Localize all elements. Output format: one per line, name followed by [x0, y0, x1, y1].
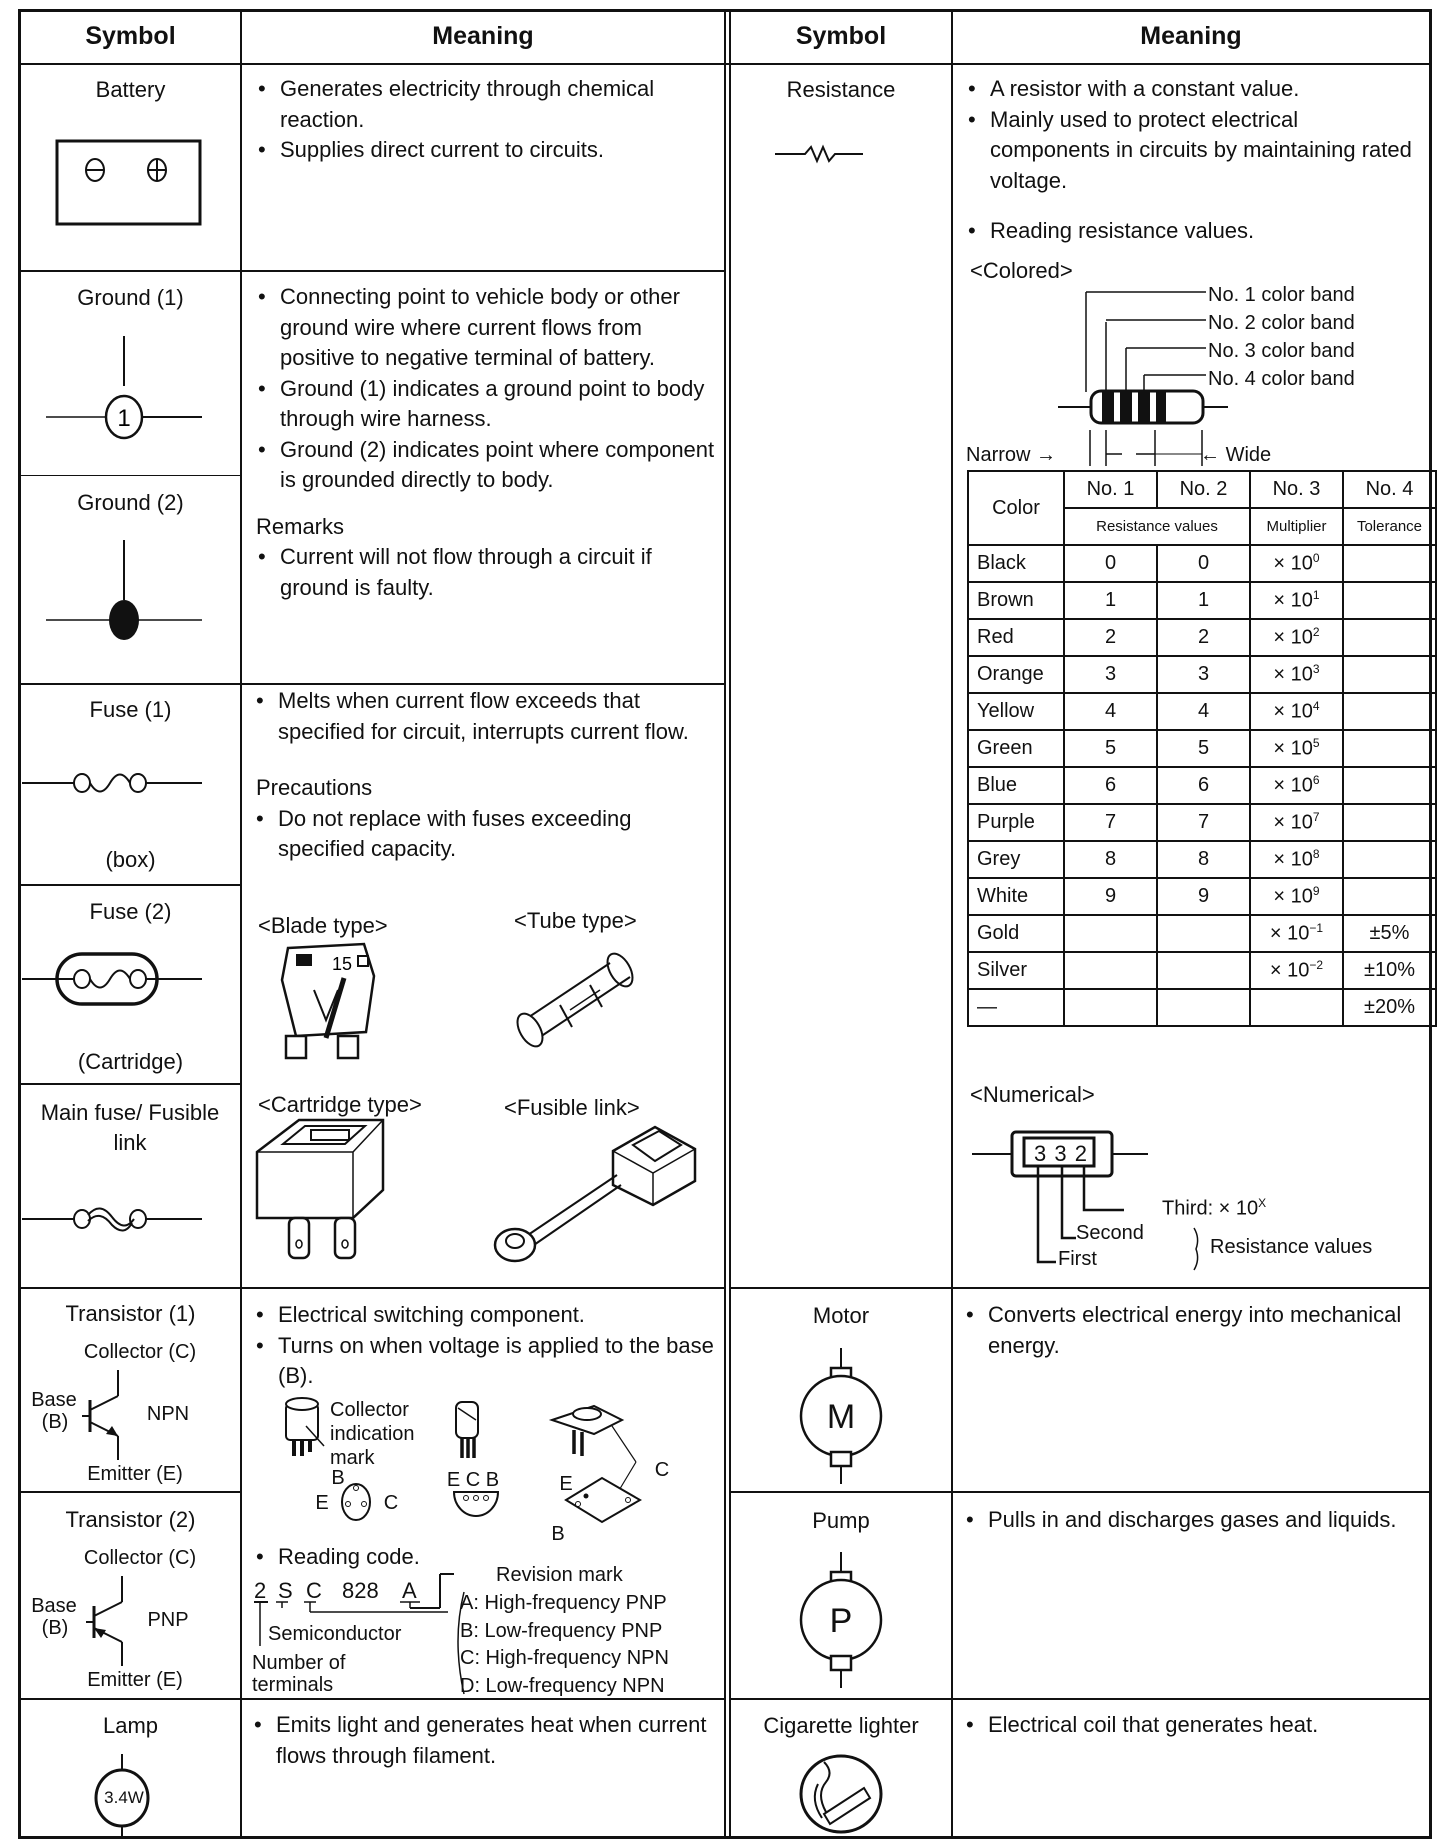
band-4-label: No. 4 color band [1208, 368, 1355, 390]
bullet: • Supplies direct current to circuits. [258, 135, 718, 166]
tube-fuse-icon [510, 945, 640, 1040]
narrow-text: Narrow [966, 444, 1031, 466]
digit-2-cell: 4 [1157, 693, 1250, 730]
pin-b3-label: B [551, 1523, 565, 1545]
digit-2-cell: 2 [1157, 619, 1250, 656]
transistor-2-base-b: (B) [41, 1617, 69, 1639]
color-code-row [968, 915, 1436, 952]
multiplier-base: × 10 [1273, 811, 1313, 834]
multiplier-base: × 10 [1273, 700, 1313, 723]
class-b: B: Low-frequency PNP [460, 1619, 663, 1642]
multiplier-base: × 10 [1273, 848, 1313, 871]
blade-type-label: <Blade type> [258, 913, 388, 938]
bullet: • Ground (1) indicates a ground point to body through wire harness. [258, 374, 718, 435]
pin-b-label: B [331, 1467, 345, 1489]
fuse-2-sublabel: (Cartridge) [77, 1049, 184, 1074]
multiplier-exponent: 9 [1312, 884, 1320, 899]
transistor-2-type: PNP [147, 1609, 189, 1631]
digit-2-cell: 5 [1157, 730, 1250, 767]
band-1-label: No. 1 color band [1208, 284, 1355, 306]
color-name-cell: Green [968, 730, 1064, 767]
multiplier-exponent: 6 [1312, 773, 1320, 788]
svg-text:1: 1 [117, 405, 131, 432]
code-char: S [278, 1578, 293, 1603]
pins-2-label: E C B [446, 1469, 500, 1491]
tolerance-cell [1343, 619, 1436, 656]
multiplier-cell [1250, 804, 1343, 841]
right-col-divider [951, 9, 953, 1839]
transistor-1-base: Base [31, 1389, 77, 1411]
resistance-label: Resistance [786, 77, 896, 102]
digit-2-cell: 3 [1157, 656, 1250, 693]
multiplier-cell [1250, 619, 1343, 656]
transistor-2-emitter: Emitter (E) [87, 1669, 183, 1691]
resistance-values-label: Resistance values [1210, 1236, 1373, 1258]
svg-text:15: 15 [332, 954, 353, 974]
wide-label: ← Wide [1200, 444, 1272, 466]
width-dimension-lines [1080, 430, 1210, 470]
ground-meaning [258, 282, 718, 603]
multiplier-base: × 10 [1273, 626, 1313, 649]
header-meaning-left: Meaning [432, 22, 534, 50]
npn-transistor-icon [82, 1370, 142, 1460]
pump-letter: P [829, 1602, 853, 1640]
ground-2-symbol-icon [46, 540, 206, 650]
digit-1-cell: 5 [1064, 730, 1157, 767]
motor-meaning [966, 1300, 1421, 1361]
color-name-cell: Brown [968, 582, 1064, 619]
bullet: • Generates electricity through chemical reaction. [258, 74, 718, 135]
header-symbol-right: Symbol [795, 22, 887, 50]
multiplier-exponent: 5 [1312, 736, 1320, 751]
tolerance-cell [1343, 545, 1436, 582]
fuse-meaning [256, 686, 718, 865]
fuse-1-sublabel: (box) [105, 847, 156, 872]
color-code-row [968, 767, 1436, 804]
fuse-2-symbol-icon [22, 950, 232, 1010]
pin-c-label: C [383, 1492, 399, 1514]
fusible-link-icon [485, 1125, 715, 1275]
bullet: • Mainly used to protect electrical components in circuits by maintaining rated voltage. [968, 105, 1423, 197]
bullet: • Converts electrical energy into mechanical energy. [966, 1300, 1421, 1361]
row-divider [729, 1491, 1432, 1493]
digit-1-cell: 1 [1064, 582, 1157, 619]
color-code-row [968, 804, 1436, 841]
battery-label: Battery [95, 77, 166, 102]
bullet: • Ground (2) indicates point where component is grounded directly to body. [258, 435, 718, 496]
ground-1-label: Ground (1) [77, 285, 184, 310]
battery-meaning [258, 74, 718, 166]
bullet: • Connecting point to vehicle body or other ground wire where current flows from positive to negative terminal of battery. [258, 282, 718, 374]
row-divider [729, 1287, 1432, 1289]
main-fuse-label: Main fuse/ Fusible link [40, 1100, 220, 1155]
digit-2-cell: 7 [1157, 804, 1250, 841]
digit-1-cell: 2 [1064, 619, 1157, 656]
cigarette-lighter-meaning [966, 1710, 1426, 1741]
multiplier-cell [1250, 989, 1343, 1026]
pin-e-label: E [315, 1492, 329, 1514]
second-digit-label: Second [1076, 1222, 1144, 1244]
bullet: • Current will not flow through a circuit if ground is faulty. [258, 542, 718, 603]
multiplier-cell [1250, 878, 1343, 915]
cigarette-lighter-label: Cigarette lighter [763, 1713, 919, 1738]
tolerance-cell [1343, 841, 1436, 878]
bullet: • Electrical switching component. [256, 1300, 718, 1331]
digit-2-cell: 1 [1157, 582, 1250, 619]
color-name-cell: Yellow [968, 693, 1064, 730]
class-d: D: Low-frequency NPN [460, 1674, 665, 1697]
color-name-cell: Orange [968, 656, 1064, 693]
tolerance-cell: ±5% [1343, 915, 1436, 952]
transistor-1-base-b: (B) [41, 1411, 69, 1433]
multiplier-cell [1250, 582, 1343, 619]
blade-fuse-icon [276, 940, 396, 1060]
pin-e3-label: E [559, 1473, 573, 1495]
code-char: 2 [254, 1578, 267, 1603]
multiplier-cell [1250, 545, 1343, 582]
multiplier-cell [1250, 656, 1343, 693]
multiplier-exponent: −1 [1309, 921, 1324, 936]
code-char: C [306, 1578, 322, 1603]
ground-1-symbol-icon [46, 336, 206, 436]
main-fuse-symbol-icon [22, 1205, 232, 1235]
sub-header-multiplier: Multiplier [1250, 508, 1343, 545]
class-a: A: High-frequency PNP [460, 1592, 667, 1614]
digit-2-cell [1157, 915, 1250, 952]
color-code-row [968, 841, 1436, 878]
pump-meaning [966, 1505, 1421, 1536]
digit-1-cell: 7 [1064, 804, 1157, 841]
color-code-row [968, 656, 1436, 693]
row-divider [18, 683, 726, 685]
precautions-title: Precautions [256, 775, 373, 800]
third-exponent: X [1258, 1196, 1267, 1210]
transistor-package-2-icon [450, 1400, 490, 1460]
fuse-2-label: Fuse (2) [89, 899, 172, 924]
multiplier-exponent: 0 [1312, 551, 1320, 566]
pnp-transistor-icon [86, 1576, 146, 1666]
bullet: • Electrical coil that generates heat. [966, 1710, 1426, 1741]
color-code-row [968, 730, 1436, 767]
wide-text: Wide [1225, 444, 1272, 466]
transistor-pinout-2-icon [452, 1488, 502, 1522]
row-divider [18, 1491, 242, 1493]
digit-1-cell: 6 [1064, 767, 1157, 804]
sub-header-resistance: Resistance values [1064, 508, 1250, 545]
color-code-row [968, 619, 1436, 656]
digit-1-cell: 3 [1064, 656, 1157, 693]
multiplier-cell [1250, 841, 1343, 878]
bullet: • Reading code. [256, 1542, 420, 1573]
numerical-title: <Numerical> [970, 1082, 1095, 1107]
color-band-resistor-icon [1018, 288, 1218, 428]
multiplier-exponent: 8 [1312, 847, 1320, 862]
col-header-no3: No. 3 [1250, 471, 1343, 508]
transistor-1-type: NPN [146, 1403, 190, 1425]
cartridge-fuse-icon [255, 1118, 395, 1278]
battery-symbol-icon [56, 140, 202, 226]
multiplier-base: × 10 [1273, 885, 1313, 908]
digit-1-cell: 8 [1064, 841, 1157, 878]
row-divider [18, 884, 242, 886]
multiplier-base: × 10 [1269, 959, 1310, 982]
code-char: A [402, 1578, 417, 1603]
multiplier-base: × 10 [1273, 552, 1313, 575]
col-header-color: Color [968, 471, 1064, 545]
bullet: • Emits light and generates heat when current flows through filament. [254, 1710, 716, 1771]
multiplier-base: × 10 [1273, 774, 1313, 797]
row-divider [18, 270, 726, 272]
digit-2-cell: 6 [1157, 767, 1250, 804]
multiplier-exponent: 7 [1312, 810, 1320, 825]
digit-1-cell: 4 [1064, 693, 1157, 730]
resistance-values-brace [1192, 1226, 1202, 1272]
tube-type-label: <Tube type> [514, 908, 637, 933]
collector-indication-mark-label: Collector indication mark [330, 1399, 415, 1469]
row-divider [18, 475, 242, 476]
multiplier-base: × 10 [1269, 922, 1310, 945]
bullet: • Do not replace with fuses exceeding specified capacity. [256, 804, 718, 865]
row-divider [18, 1083, 242, 1085]
cigarette-lighter-icon [796, 1754, 886, 1834]
motor-letter: M [826, 1398, 856, 1436]
multiplier-base: × 10 [1273, 663, 1313, 686]
transistor-2-base: Base [31, 1595, 77, 1617]
color-name-cell: — [968, 989, 1064, 1026]
multiplier-cell [1250, 767, 1343, 804]
band-3-label: No. 3 color band [1208, 340, 1355, 362]
transistor-pinout-1-icon [338, 1480, 378, 1524]
color-code-row [968, 582, 1436, 619]
multiplier-base: × 10 [1273, 589, 1313, 612]
digit-2-cell: 0 [1157, 545, 1250, 582]
number-of-terminals-label: Number of terminals [252, 1652, 346, 1696]
color-code-row [968, 989, 1436, 1026]
ground-2-label: Ground (2) [77, 490, 184, 515]
colored-title: <Colored> [970, 258, 1073, 283]
color-name-cell: Purple [968, 804, 1064, 841]
header-meaning-right: Meaning [1140, 22, 1242, 50]
multiplier-cell [1250, 952, 1343, 989]
multiplier-exponent: −2 [1309, 958, 1324, 973]
col-header-no2: No. 2 [1157, 471, 1250, 508]
color-name-cell: Black [968, 545, 1064, 582]
tolerance-cell [1343, 730, 1436, 767]
digit-2-cell: 8 [1157, 841, 1250, 878]
tolerance-cell [1343, 878, 1436, 915]
third-digit-label [1162, 1196, 1266, 1221]
digit-1-cell [1064, 989, 1157, 1026]
color-name-cell: Blue [968, 767, 1064, 804]
class-c: C: High-frequency NPN [460, 1647, 669, 1669]
digit-2-cell: 9 [1157, 878, 1250, 915]
resistance-meaning [968, 74, 1423, 247]
digit-2-cell [1157, 989, 1250, 1026]
color-name-cell: Gold [968, 915, 1064, 952]
center-divider-b [729, 9, 731, 1839]
color-code-row [968, 952, 1436, 989]
semiconductor-label: Semiconductor [268, 1623, 402, 1645]
header-symbol-left: Symbol [85, 22, 176, 50]
lamp-meaning [254, 1710, 716, 1771]
color-code-row [968, 545, 1436, 582]
transistor-1-emitter: Emitter (E) [87, 1463, 183, 1485]
tolerance-cell [1343, 693, 1436, 730]
bullet: • Reading resistance values. [968, 216, 1423, 247]
lamp-label: Lamp [102, 1713, 159, 1738]
resistor-symbol-icon [775, 146, 895, 162]
transistor-1-collector: Collector (C) [83, 1341, 197, 1363]
transistor-classes [460, 1590, 722, 1700]
fuse-1-symbol-icon [22, 770, 232, 800]
pump-label: Pump [812, 1508, 870, 1533]
lamp-rating: 3.4W [104, 1788, 144, 1807]
digit-1-cell: 0 [1064, 545, 1157, 582]
color-name-cell: White [968, 878, 1064, 915]
color-name-cell: Grey [968, 841, 1064, 878]
color-name-cell: Silver [968, 952, 1064, 989]
tolerance-cell [1343, 582, 1436, 619]
revision-mark-label: Revision mark [496, 1564, 623, 1586]
color-code-row [968, 693, 1436, 730]
bullet: • A resistor with a constant value. [968, 74, 1423, 105]
transistor-2-label: Transistor (2) [65, 1507, 196, 1532]
bullet: • Turns on when voltage is applied to the base (B). [256, 1331, 718, 1392]
band-labels [1208, 281, 1355, 393]
color-code-table [967, 470, 1437, 1027]
third-text: Third: × 10 [1162, 1197, 1259, 1220]
fusible-link-label: <Fusible link> [504, 1095, 640, 1120]
tolerance-cell [1343, 804, 1436, 841]
transistor-1-label: Transistor (1) [65, 1301, 196, 1326]
multiplier-exponent: 4 [1312, 699, 1320, 714]
fuse-1-label: Fuse (1) [89, 697, 172, 722]
bullet: • Pulls in and discharges gases and liquids. [966, 1505, 1421, 1536]
col-header-no4: No. 4 [1343, 471, 1436, 508]
multiplier-exponent: 1 [1312, 588, 1320, 603]
digit-2-cell [1157, 952, 1250, 989]
cartridge-type-label: <Cartridge type> [258, 1092, 422, 1117]
multiplier-cell [1250, 730, 1343, 767]
multiplier-exponent: 2 [1312, 625, 1320, 640]
multiplier-exponent: 3 [1312, 662, 1320, 677]
pin-c3-label: C [654, 1459, 670, 1481]
code-char: 828 [342, 1578, 379, 1603]
color-code-row [968, 878, 1436, 915]
multiplier-cell [1250, 915, 1343, 952]
multiplier-base: × 10 [1273, 737, 1313, 760]
reading-code [256, 1542, 420, 1573]
digit-1-cell [1064, 915, 1157, 952]
tolerance-cell: ±10% [1343, 952, 1436, 989]
col-header-no1: No. 1 [1064, 471, 1157, 508]
digit-1-cell: 9 [1064, 878, 1157, 915]
motor-label: Motor [812, 1303, 870, 1328]
narrow-label: Narrow → [966, 444, 1057, 466]
multiplier-cell [1250, 693, 1343, 730]
tolerance-cell [1343, 656, 1436, 693]
row-divider [729, 1698, 1432, 1700]
transistor-meaning [256, 1300, 718, 1392]
center-divider-a [724, 9, 726, 1839]
first-digit-label: First [1058, 1248, 1097, 1270]
tolerance-cell: ±20% [1343, 989, 1436, 1026]
color-name-cell: Red [968, 619, 1064, 656]
remarks-title: Remarks [256, 513, 345, 539]
numerical-code: 3 3 2 [1034, 1141, 1088, 1166]
transistor-2-collector: Collector (C) [83, 1547, 197, 1569]
tolerance-cell [1343, 767, 1436, 804]
sub-header-tolerance: Tolerance [1343, 508, 1436, 545]
digit-1-cell [1064, 952, 1157, 989]
row-divider [18, 1287, 726, 1289]
band-2-label: No. 2 color band [1208, 312, 1355, 334]
left-col-divider [240, 9, 242, 1839]
bullet: • Melts when current flow exceeds that specified for circuit, interrupts current flow. [256, 686, 718, 747]
